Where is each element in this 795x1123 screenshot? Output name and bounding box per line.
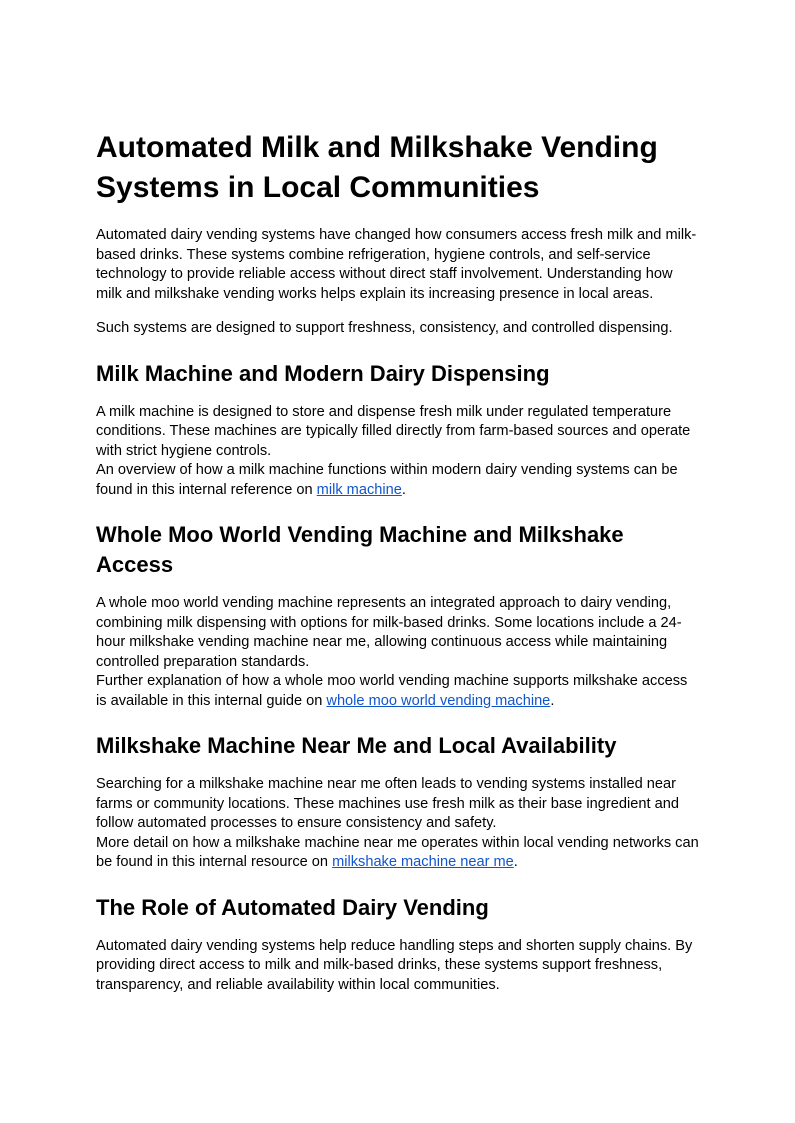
- reference-suffix: .: [513, 854, 518, 870]
- milkshake-machine-near-me-link[interactable]: milkshake machine near me: [332, 854, 514, 870]
- reference-suffix: .: [401, 481, 406, 498]
- section-heading: Milk Machine and Modern Dairy Dispensing: [96, 360, 550, 386]
- reference-text: An overview of how a milk machine functions within modern dairy vending systems can be found in this internal reference on: [96, 462, 678, 498]
- intro-paragraph-2: Such systems are designed to support freshness, consistency, and controlled dispensing.: [96, 320, 673, 336]
- section-milkshake-near-me: [96, 731, 700, 873]
- document-page: [96, 128, 700, 1010]
- section-body: A whole moo world vending machine represents an integrated approach to dairy vending, combining milk dispensing with options for milk-based drinks. Some locations include a 24-hour milkshake vending machine near me, allowing continuous access while maintaining controlled preparation standards.: [96, 595, 682, 670]
- milk-machine-link[interactable]: milk machine: [316, 481, 402, 498]
- reference-suffix: .: [550, 692, 555, 709]
- intro-paragraph-1: Automated dairy vending systems have changed how consumers access fresh milk and milk-based drinks. These systems combine refrigeration, hygiene controls, and self-service technology to provide reliable access without direct staff involvement. Understanding how milk and milkshake vending works helps explain its increasing presence in local areas.: [96, 227, 697, 302]
- section-body: Searching for a milkshake machine near me often leads to vending systems installed near farms or community locations. These machines use fresh milk as their base ingredient and follow automated processes to ensure consistency and safety.: [96, 776, 679, 831]
- reference-text: More detail on how a milkshake machine near me operates within local vending networks can be found in this internal resource on: [96, 834, 699, 870]
- document-title: Automated Milk and Milkshake Vending Systems in Local Communities: [96, 131, 658, 204]
- section-reference: [96, 672, 700, 711]
- section-body: A milk machine is designed to store and dispense fresh milk under regulated temperature conditions. These machines are typically filled directly from farm-based sources and operate with strict hygiene controls.: [96, 403, 691, 459]
- reference-text: Further explanation of how a whole moo world vending machine supports milkshake access is available in this internal guide on: [96, 673, 688, 709]
- section-heading: Whole Moo World Vending Machine and Milkshake Access: [96, 522, 624, 577]
- whole-moo-world-vending-machine-link[interactable]: whole moo world vending machine: [326, 692, 551, 709]
- section-whole-moo-world: [96, 520, 700, 711]
- section-milk-machine: [96, 359, 700, 501]
- section-heading: Milkshake Machine Near Me and Local Availability: [96, 733, 617, 758]
- section-reference: [96, 461, 700, 500]
- section-role-of-automated-vending: [96, 893, 700, 996]
- section-reference: [96, 834, 700, 873]
- section-heading: The Role of Automated Dairy Vending: [96, 894, 489, 920]
- section-body: Automated dairy vending systems help reduce handling steps and shorten supply chains. By providing direct access to milk and milk-based drinks, these systems support freshness, transparency, and reliable availability within local communities.: [96, 937, 693, 993]
